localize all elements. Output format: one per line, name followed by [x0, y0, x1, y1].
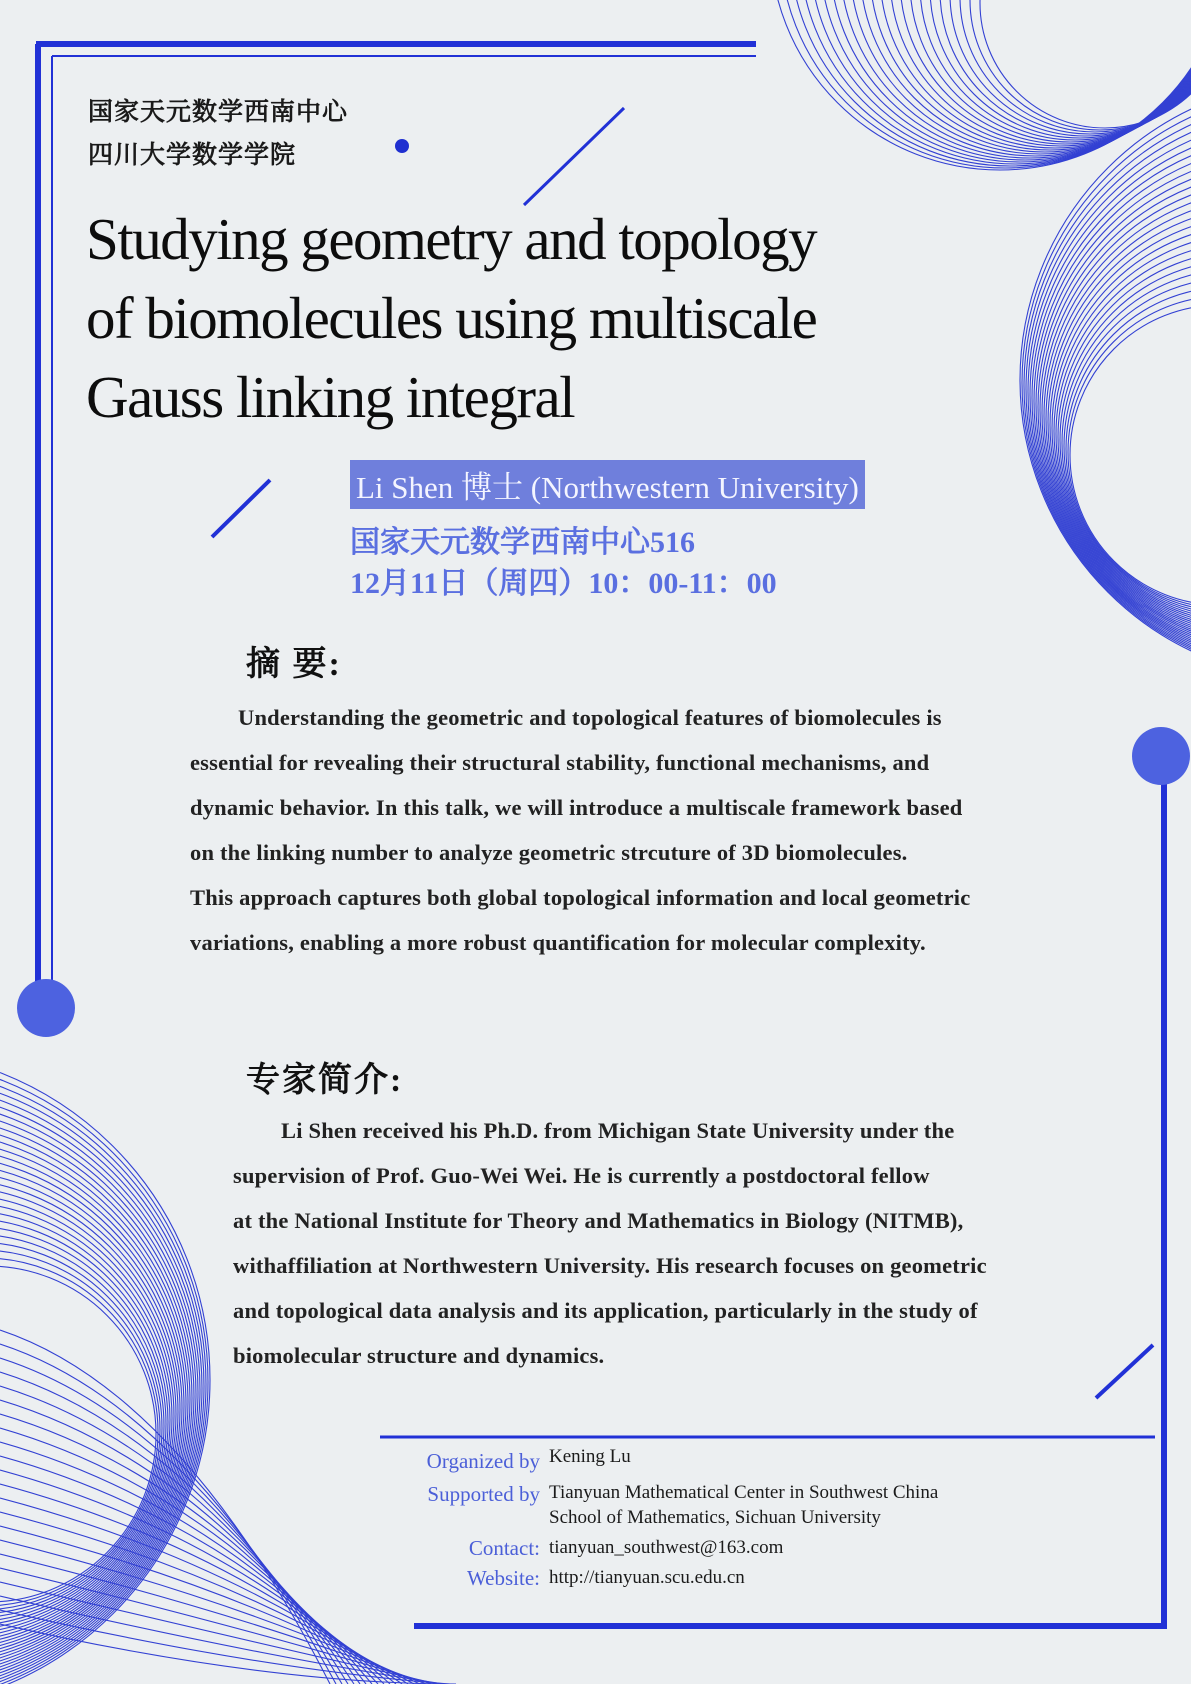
bio-line: and topological data analysis and its application, particularly in the study of — [233, 1298, 978, 1323]
abstract-body — [190, 695, 970, 965]
wave-curve — [0, 1568, 432, 1684]
wave-arc — [880, 0, 1191, 148]
bio-body — [233, 1108, 987, 1378]
supporter-2: School of Mathematics, Sichuan University — [549, 1507, 881, 1528]
organized-by-label: Organized by — [426, 1449, 540, 1473]
abstract-line: variations, enabling a more robust quantification for molecular complexity. — [190, 930, 926, 955]
abstract-line: essential for revealing their structural stability, functional mechanisms, and — [190, 750, 930, 775]
organizer-name: Kening Lu — [549, 1446, 631, 1467]
time-text: 12月11日（周四）10：00-11：00 — [350, 567, 777, 600]
venue-text: 国家天元数学西南中心516 — [350, 526, 695, 559]
bio-line: withaffiliation at Northwestern University. His research focuses on geometric — [233, 1253, 987, 1278]
wave-arc — [1020, 80, 1191, 680]
bio-heading: 专家简介: — [246, 1062, 404, 1099]
wave-arc — [870, 0, 1191, 150]
wave-arc — [1060, 260, 1191, 620]
supported-by-label: Supported by — [427, 1482, 540, 1506]
wave-arc — [890, 0, 1191, 146]
speaker-badge: Li Shen 博士 (Northwestern University) — [350, 460, 865, 509]
abstract-heading: 摘 要: — [246, 646, 342, 683]
slash-mid — [212, 480, 270, 537]
title-line: Gauss linking integral — [86, 364, 575, 430]
wave-arc — [0, 1242, 162, 1614]
bio-line: supervision of Prof. Guo-Wei Wei. He is currently a postdoctoral fellow — [233, 1163, 930, 1188]
bio-line: Li Shen received his Ph.D. from Michigan State University under the — [281, 1118, 955, 1143]
slash-top — [524, 108, 624, 205]
abstract-line: Understanding the geometric and topological features of biomolecules is — [238, 705, 942, 730]
center-name-header: 国家天元数学西南中心 — [88, 99, 349, 126]
wave-arc — [0, 1194, 174, 1638]
wave-arc — [820, 0, 1191, 160]
slash-bottom — [1096, 1345, 1153, 1398]
wave-arc — [1062, 269, 1191, 617]
circle-right — [1132, 727, 1190, 785]
wave-arc — [860, 0, 1191, 152]
wave-arc — [1058, 251, 1191, 623]
bio-line: at the National Institute for Theory and Mathematics in Biology (NITMB), — [233, 1208, 964, 1233]
abstract-line: dynamic behavior. In this talk, we will introduce a multiscale framework based — [190, 795, 963, 820]
abstract-line: This approach captures both global topological information and local geometric — [190, 885, 971, 910]
wave-arc — [810, 0, 1191, 162]
circle-left — [17, 979, 75, 1037]
website-label: Website: — [467, 1566, 540, 1590]
contact-email[interactable]: tianyuan_southwest@163.com — [549, 1537, 784, 1558]
wave-curve — [0, 1428, 372, 1684]
bio-line: biomolecular structure and dynamics. — [233, 1343, 605, 1368]
title-line: of biomolecules using multiscale — [86, 285, 817, 351]
contact-label: Contact: — [468, 1536, 540, 1560]
title-line: Studying geometry and topology — [86, 206, 817, 272]
abstract-line: on the linking number to analyze geometric strcuture of 3D biomolecules. — [190, 840, 908, 865]
supporter-1: Tianyuan Mathematical Center in Southwest China — [549, 1482, 939, 1503]
wave-curve — [0, 1512, 408, 1684]
talk-title — [86, 200, 946, 437]
website-link[interactable]: http://tianyuan.scu.edu.cn — [549, 1567, 745, 1588]
wave-arc — [800, 0, 1191, 164]
wave-arc — [1022, 89, 1191, 677]
dot-top — [395, 139, 409, 153]
school-name-header: 四川大学数学学院 — [88, 142, 297, 169]
